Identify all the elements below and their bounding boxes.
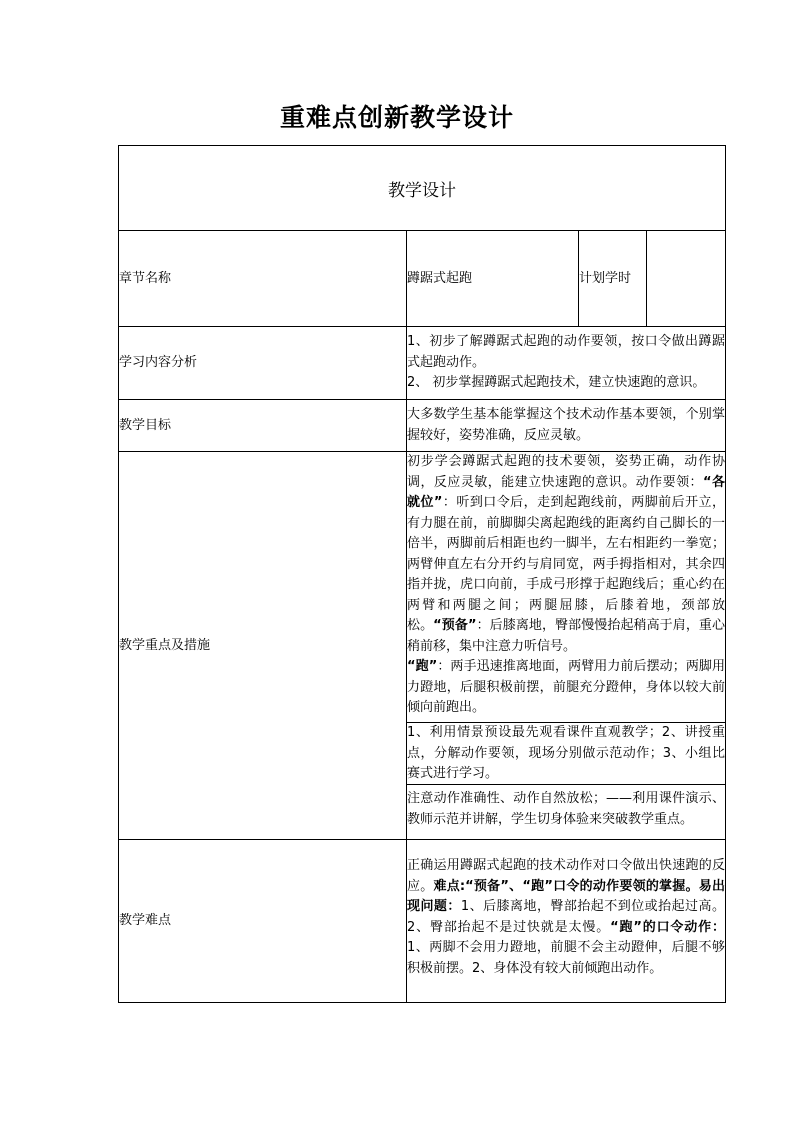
teaching-design-table [118,145,726,1003]
difficulties-label: 教学难点 [119,840,407,1003]
difficulties-row [119,840,726,1003]
content-analysis-cell [407,327,726,400]
difficulties-text3: 1、后膝离地，臀部抬起不到位或抬起过高。2、臀部抬起不是过快就是太慢。 [407,899,725,935]
key-points-intro: 初步学会蹲踞式起跑的技术要领，姿势正确，动作协调，反应灵敏，能建立快速跑的意识。动作要领： [407,454,725,490]
key-points-methods: 1、利用情景预设最先观看课件直观教学；2、讲授重点，分解动作要领，现场分别做示范动作；3、小组比赛式进行学习。 [407,723,725,785]
content-analysis-label: 学习内容分析 [119,327,407,400]
chapter-value: 蹲踞式起跑 [407,231,579,327]
term-get-set: “预备” [433,618,477,633]
objectives-label: 教学目标 [119,400,407,452]
run-text: ：两手迅速推离地面，两臂用力前后摆动；两脚用力蹬地，后腿积极前摆，前腿充分蹬伸，身体以较大前倾向前跑出。 [407,659,725,715]
key-points-requirements [407,452,725,723]
key-points-row [119,452,726,840]
chapter-row [119,231,726,327]
difficulties-cell [407,840,726,1003]
hours-value [647,231,726,327]
term-ready-position: “各就位” [407,474,725,510]
key-points-label: 教学重点及措施 [119,452,407,840]
hours-label: 计划学时 [579,231,647,327]
key-points-cell [407,452,726,840]
design-header-cell [119,146,726,231]
content-analysis-line1: 1、初步了解蹲踞式起跑的动作要领，按口令做出蹲踞式起跑动作。 [407,334,725,370]
term-run: “跑” [407,659,438,674]
content-analysis-line2: 2、 初步掌握蹲踞式起跑技术，建立快速跑的意识。 [407,375,706,391]
page-title: 重难点创新教学设计 [279,103,514,132]
difficulties-text4: “跑”的口令动作： [610,919,725,935]
key-points-notes: 注意动作准确性、动作自然放松；——利用课件演示、教师示范并讲解，学生切身体验来突破教学重点。 [407,791,725,827]
difficulties-text2: 难点:“预备”、“跑”口令的动作要领的掌握。易出现问题： [407,878,725,914]
difficulties-text5: 1、两脚不会用力蹬地，前腿不会主动蹬伸，后腿不够积极前摆。2、身体没有较大前倾跑出动作。 [407,940,725,976]
objectives-row [119,400,726,452]
ready-position-text: ：听到口令后，走到起跑线前，两脚前后开立，有力腿在前，前脚脚尖离起跑线的距离约自己脚长的一倍半，两脚前后相距也约一脚半，左右相距约一拳宽；两臂伸直左右分开约与肩同宽，两手拇指相对，其余四指并拢，虎口向前，手成弓形撑于起跑线后；重心约在两臂和两腿之间；两腿屈膝，后膝着地，颈部放松。 [407,495,725,633]
get-set-text: ：后膝离地，臀部慢慢抬起稍高于肩，重心稍前移，集中注意力听信号。 [407,618,725,654]
chapter-label: 章节名称 [119,231,407,327]
design-header-row [119,146,726,231]
objectives-text: 大多数学生基本能掌握这个技术动作基本要领，个别掌握较好，姿势准确，反应灵敏。 [407,400,726,452]
content-analysis-row [119,327,726,400]
design-header-text: 教学设计 [388,180,456,201]
difficulties-text1: 正确运用蹲踞式起跑的技术动作对口令做出快速跑的反应。 [407,858,725,894]
